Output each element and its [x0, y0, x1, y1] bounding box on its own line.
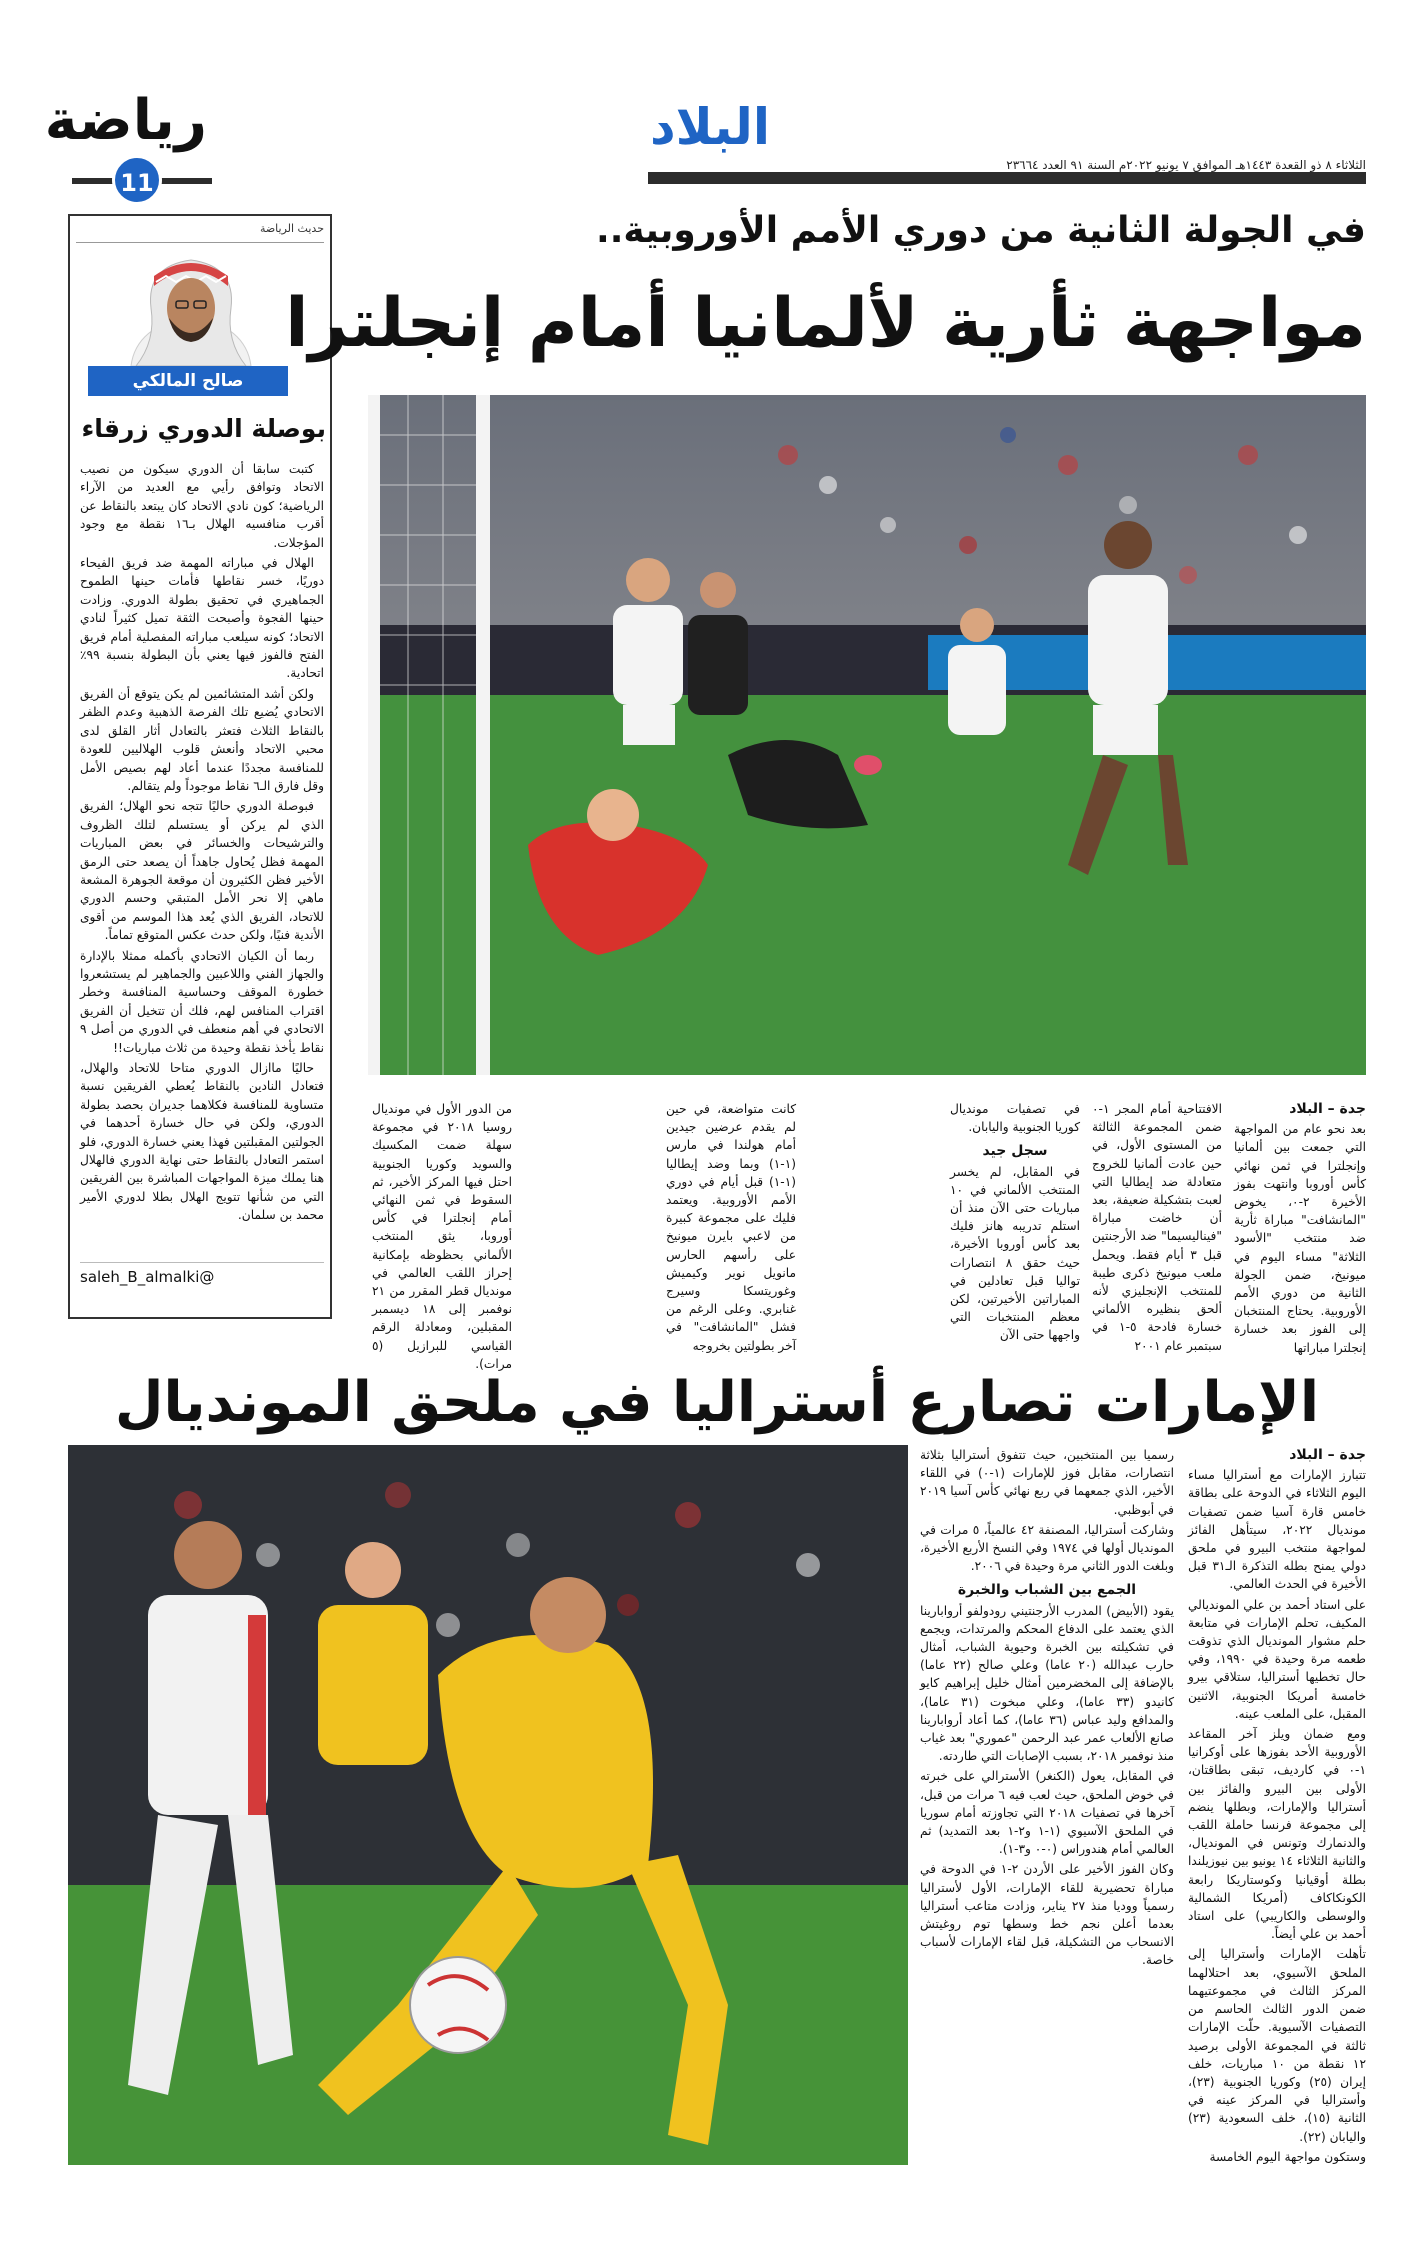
story1-text: في تصفيات مونديال كوريا الجنوبية واليابان. [950, 1102, 1080, 1135]
column-paragraph: ولكن أشد المتشائمين لم يكن يتوقع أن الفريق الاتحادي يُضيع تلك الفرصة الذهبية وعدم الظفر بالنقاط الثلاث فتعثر بالتعادل أثار القلق لدى محبي الاتحاد وأنعش قلوب الهلاليين للعودة للمنافسة مجددًا عندما أعاد لهم بصيص الأمل وقل فارق الـ٦ نقاط موجوداً ولم يتقالم. [80, 686, 324, 793]
story2-text: تأهلت الإمارات وأستراليا إلى الملحق الآسيوي، بعد احتلالهما المركز الثالث في مجموعتيهما ضمن الدور الثالث الحاسم من التصفيات الآسيوية. حلّت الإمارات ثالثة في المجموعة الأولى برصيد ١٢ نقطة من ١٠ مباريات، خلف إيران (٢٥) وكوريا الجنوبية (٢٣)، وأستراليا في المركز عينه في الثانية (١٥)، خلف السعودية (٢٣) واليابان (٢٢). [1188, 1947, 1366, 2144]
story1-subhead: سجل جيد [982, 1143, 1048, 1160]
story2-dateline: جدة – البلاد [1289, 1447, 1366, 1463]
column-paragraph: حاليًا ماازال الدوري متاحا للاتحاد والهلال، فتعادل النادين بالنقاط يُعطي الفريقين نسبة متساوية للمنافسة فكلاهما جديران بحصد بطولة الدوري، ولكن في حال خسارة أحدهما في الجولتين المقبلتين فهذا يعني خسارة الدوري، فلو استمر التعادل بالنقاط حتى نهاية الدوري فالهلال هنا يملك ميزة المواجهات المباشرة بين الفريقين التي من شأنها تتويج الهلال بطلا لدوري الأمير محمد بن سلمان. [80, 1061, 324, 1223]
match-photo-england-germany [368, 395, 1366, 1075]
story1-column [1234, 1100, 1366, 1355]
columnist-name: صالح المالكي [88, 366, 288, 396]
story2-text: يقود (الأبيض) المدرب الأرجنتيني رودولفو أروابارينا الذي يعتمد على الدفاع المحكم والمرتدات، ويجمع في تشكيلته بين الخبرة وحيوية الشباب، أمثال حارب عبدالله (٢٠ عاما) وعلي صالح (٢٢ عاما) بالإضافة إلى المخضرمين أمثال خليل إبراهيم كايو كانيدو (٣٣ عاما)، وعلي مبخوت (٣١ عاما)، والمدافع وليد عباس (٣٦ عاما)، كما أعاد أروابارينا صانع الألعاب عمر عبد الرحمن "عموري" بعد غياب منذ نوفمبر ٢٠١٨، بسبب الإصابات التي طاردته. [920, 1603, 1175, 1764]
story1-column [666, 1100, 796, 1353]
masthead-line [648, 182, 1366, 184]
divider [80, 1262, 324, 1263]
story1-text: كانت متواضعة، في حين لم يقدم عرضين جيدين أمام هولندا في مارس (١-١) وبما وضد إيطاليا (١-١) قبل أيام في دوري الأمم الأوروبية. ويعتمد فليك على مجموعة كبيرة من لاعبي بايرن ميونيخ على رأسهم الحارس مانويل نوير وكيميش وغوريتسكا وسيرج غنابري. وعلى الرغم من فشل "المانشافت" في آخر بطولتين بخروجه [666, 1102, 796, 1353]
story1-column [372, 1100, 513, 1371]
story2-text: وستكون مواجهة اليوم الخامسة [1209, 2149, 1366, 2164]
column-headline: بوصلة الدوري زرقاء [81, 414, 326, 443]
story1-text: بعد نحو عام من المواجهة التي جمعت بين ألمانيا وإنجلترا في ثمن نهائي كأس أوروبا وانتهت بفوز الأخيرة ٢-٠، يخوض "المانشافت" مباراة ثأرية ضد منتخب "الأسود الثلاثة" مساء اليوم في ميونيخ، ضمن الجولة الثانية من دوري الأمم الأوروبية. يحتاج المنتخبان إلى الفوز بعد خسارة إنجلترا مباراتها [1234, 1122, 1366, 1355]
divider [76, 242, 324, 243]
column-paragraph: كتبت سابقا أن الدوري سيكون من نصيب الاتحاد وتوافق رأيي مع العديد من الآراء الرياضية؛ كون نادي الاتحاد كان يبتعد بالنقاط عن أقرب منافسيه الهلال بـ١٦ نقطة مع وجود المؤجلات. [80, 462, 325, 550]
page-number-badge: 11 [112, 155, 162, 205]
section-title: رياضة [44, 88, 207, 153]
column-tag: حديث الرياضة [259, 222, 324, 235]
column-body [80, 460, 324, 1250]
story2-text: ومع ضمان ويلز آخر المقاعد الأوروبية الأحد بفوزها على أوكرانيا ١-٠ في كارديف، تبقى بطاقتان، الأولى بين البيرو والفائز بين أستراليا والإمارات، وبطلها ينضم إلى مجموعة فرنسا حاملة اللقب والدنمارك وتونس في المونديال، والثانية الثلاثاء ١٤ يونيو بين نيوزيلندا بطلة أوقيانيا وكوستاريكا رابعة الكونكاكاف (أمريكا الشمالية والوسطى والكاريبي) على استاد أحمد بن علي أيضاً. [1188, 1727, 1366, 1942]
story1-column [1092, 1100, 1223, 1353]
story2-text: تتبارز الإمارات مع أستراليا مساء اليوم الثلاثاء في الدوحة على بطاقة خامس قارة آسيا ضمن تصفيات مونديال ٢٠٢٢، سيتأهل الفائز لمواجهة منتخب البيرو في ملحق دولي يمنح بطله التذكرة الـ٣١ قبل الأخيرة في الحدث العالمي. [1188, 1468, 1367, 1592]
issue-date-line: الثلاثاء ٨ ذو القعدة ١٤٤٣هـ الموافق ٧ يونيو ٢٠٢٢م السنة ٩١ العدد ٢٣٦٦٤ [1006, 158, 1366, 172]
story2-text: على استاد أحمد بن علي المونديالي المكيف، تحلم الإمارات في متابعة حلم مشوار المونديال الذي تذوقت طعمه مرة وحيدة في ١٩٩٠، وفي حال تخطيها أستراليا، ستلاقي بيرو خامسة أمريكا الجنوبية، الاثنين المقبل، على الملعب عينه. [1188, 1597, 1366, 1721]
story2-text: وكان الفوز الأخير على الأردن ٢-١ في الدوحة في مباراة تحضيرية للقاء الإمارات، الأول لأستراليا رسمياً ووديا منذ ٢٧ يناير، وزادت متاعب أستراليا بعدما أعلن نجم خط وسطها توم روغيتش الانسحاب من التشكيلة، قبل لقاء الإمارات لأسباب خاصة. [920, 1862, 1174, 1968]
story1-text: في المقابل، لم يخسر المنتخب الألماني في ١٠ مباريات حتى الآن منذ أن استلم تدريبه هانز فليك بعد كأس أوروبا الأخيرة، حيث حقق ٨ انتصارات تواليا قبل تعادلين في المباراتين الأخيرتين، لكن معظم المنتخبات التي واجهها حتى الآن [950, 1164, 1080, 1343]
columnist-portrait [96, 246, 286, 366]
story2-text: رسميا بين المنتخبين، حيث تتفوق أستراليا بثلاثة انتصارات، مقابل فوز للإمارات (١-٠) في اللقاء الأخير، الذي جمعهما في ربع نهائي كأس آسيا ٢٠١٩ في أبوظبي. [920, 1448, 1174, 1517]
story2-headline: الإمارات تصارع أستراليا في ملحق المونديال [114, 1370, 1320, 1435]
columnist-handle: saleh_B_almalki@ [80, 1268, 215, 1286]
story2-column [920, 1446, 1174, 2166]
story2-column [1188, 1446, 1366, 2166]
story1-column [950, 1100, 1080, 1343]
newspaper-logo: البلاد [650, 98, 770, 156]
match-photo-uae-australia [68, 1445, 908, 2165]
column-paragraph: فبوصلة الدوري حاليًا تتجه نحو الهلال؛ الفريق الذي لم يركن أو يستسلم لتلك الظروف والترشيحات والخسائر في بعض المباريات المهمة فظل يُحاول جاهداً أن يصعد حتى الرمق الأخير فظن الكثيرون أن موقعة الجوهرة المشعة ماهي إلا نحر الأمل المتبقي وحسم الدوري للاتحاد، الفريق الذي يُعد هذا الموسم من أقوى الأندية فنيًا، ولكن حدث عكس المتوقع تماماً. [80, 799, 324, 943]
story1-headline: مواجهة ثأرية لألمانيا أمام إنجلترا [285, 284, 1366, 363]
story1-text: من الدور الأول في مونديال روسيا ٢٠١٨ في مجموعة سهلة ضمت المكسيك والسويد وكوريا الجنوبية احتل فيها المركز الأخير، ثم السقوط في ثمن النهائي أمام إنجلترا في كأس أوروبا، يثق المنتخب الألماني بحظوظه بإمكانية إحراز اللقب العالمي في مونديال قطر المقرر من ٢١ نوفمبر إلى ١٨ ديسمبر المقبلين، ومعادلة الرقم القياسي للبرازيل (٥ مرات). [372, 1102, 513, 1371]
story2-text: في المقابل، يعول (الكنغر) الأسترالي على خبرته في خوض الملحق، حيث لعب فيه ٦ مرات من قبل، آخرها في تصفيات ٢٠١٨ التي تجاوزته أمام سوريا في الملحق الآسيوي (١-١ و٢-١ بعد التمديد) ثم العالمي أمام هندوراس (٠-٠ و٣-١). [920, 1769, 1175, 1857]
column-paragraph: ربما أن الكيان الاتحادي بأكمله ممثلا بالإدارة والجهاز الفني واللاعبين والجماهير لم يستشعروا خطورة الموقف وحساسية المنافسة وخطر اقتراب المنافس لهم، فلك أن تتخيل أن الفريق الاتحادي في أهم منعطف في الدوري من أصل ٩ نقاط يأخذ نقطة وحيدة من ثلاث مباريات!! [80, 948, 324, 1055]
story2-text: وشاركت أستراليا، المصنفة ٤٢ عالمياً، ٥ مرات في المونديال أولها في ١٩٧٤ وفي النسخ الأربع الأخيرة، وبلغت الدور الثاني مرة وحيدة في ٢٠٠٦. [920, 1522, 1174, 1574]
column-paragraph: الهلال في مباراته المهمة ضد فريق الفيحاء دوريًا، خسر نقاطها فأمات حينها الطموح الجماهيري في تحقيق بطولة الدوري. وزادت حينها الفجوة وأصبحت الثقة تميل كثيراً لنادي الاتحاد؛ كونه سيلعب مباراته المفصلية أمام فريق الفتح فالفوز فيها يعني بأن البطولة بنسبة ٩٩٪ اتحادية. [80, 556, 324, 681]
story1-kicker: في الجولة الثانية من دوري الأمم الأوروبية.. [596, 210, 1366, 251]
story2-subhead: الجمع بين الشباب والخبرة [957, 1582, 1137, 1599]
story1-text: الافتتاحية أمام المجر ١-٠ ضمن المجموعة الثالثة من المستوى الأول، في حين عادت ألمانيا للخروج متعادلة ضد إيطاليا التي لعبت بتشكيلة ضعيفة، بعد أن خاضت مباراة "فيناليسيما" ضد الأرجنتين قبل ٣ أيام فقط. ويحمل ملعب ميونيخ ذكرى طيبة للمنتخب الإنجليزي لأنه ألحق بنظيره الألماني خسارة فادحة ٥-١ في سبتمبر عام ٢٠٠١ [1092, 1102, 1223, 1353]
story1-dateline: جدة – البلاد [1289, 1101, 1366, 1117]
